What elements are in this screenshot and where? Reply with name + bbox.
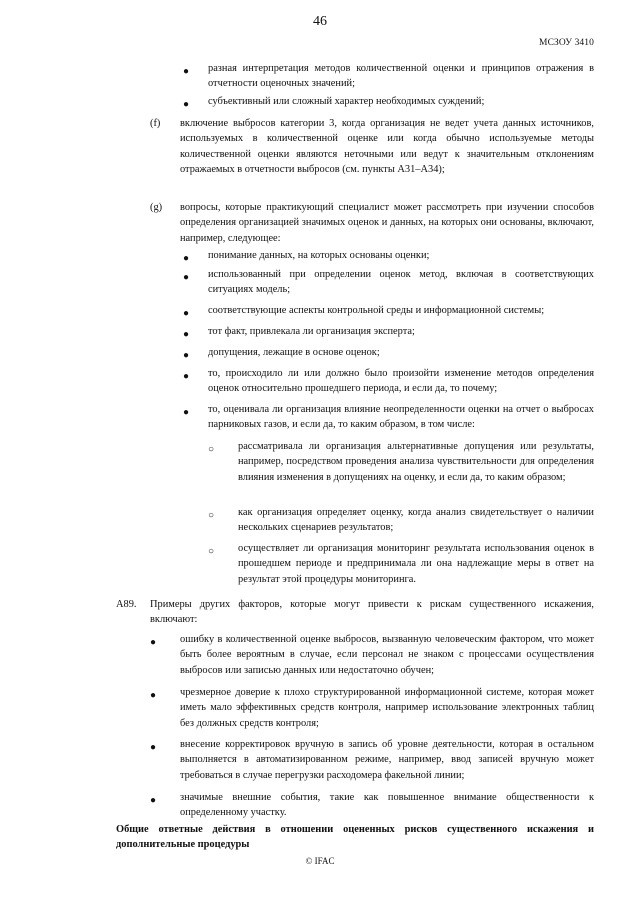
list-item: осуществляет ли организация мониторинг результата использования оценок в прошедшем периоде и предпринимала ли она надлежащие меры в ответ на результат этой процедуры мониторинга. bbox=[238, 543, 594, 585]
list-item: рассматривала ли организация альтернативные допущения или результаты, например, посредством проведения анализа чувствительности для определения влияния изменения в допущениях на оценку, и если да, то каким образом; bbox=[238, 441, 594, 483]
bullet-icon: ● bbox=[183, 329, 190, 340]
list-item: то, оценивала ли организация влияние неопределенности оценки на отчет о выбросах парниковых газов, и если да, то каким образом, в том числе: bbox=[208, 404, 594, 431]
sub-bullet-icon: ○ bbox=[208, 444, 215, 455]
bullet-icon: ● bbox=[183, 99, 190, 110]
list-item: ошибку в количественной оценке выбросов, вызванную человеческим фактором, что может быть более вероятным в случае, если персонал не знаком с процессами осуществления выбросов или записью данных или недостаточно обучен; bbox=[180, 634, 594, 676]
item-label: (f) bbox=[150, 118, 161, 129]
bullet-icon: ● bbox=[183, 253, 190, 264]
bullet-icon: ● bbox=[150, 742, 157, 753]
list-item: разная интерпретация методов количественной оценки и принципов отражения в отчетности оценочных значений; bbox=[208, 63, 594, 90]
list-item: соответствующие аспекты контрольной среды и информационной системы; bbox=[208, 305, 545, 316]
paragraph-number: A89. bbox=[116, 599, 137, 610]
bullet-icon: ● bbox=[183, 66, 190, 77]
paragraph: включение выбросов категории 3, когда организация не ведет учета данных источников, используемых в количественной оценке или когда обычно используемые методы количественной оценки являются неточными или ведут к значительным отклонениям отражаемых в отчетности выбросов (см. пункты A31–A34); bbox=[180, 118, 594, 175]
list-item: понимание данных, на которых основаны оценки; bbox=[208, 250, 430, 261]
item-label: (g) bbox=[150, 202, 163, 213]
list-item: субъективный или сложный характер необходимых суждений; bbox=[208, 96, 485, 107]
list-item: внесение корректировок вручную в запись об уровне деятельности, которая в остальном выполняется в автоматизированном режиме, например, ввод записей вручную может требоваться в случае перегрузки расходомера факельной линии; bbox=[180, 739, 594, 781]
list-item: значимые внешние события, такие как повышенное внимание общественности к определенному участку. bbox=[180, 792, 594, 819]
bullet-icon: ● bbox=[150, 795, 157, 806]
list-item: тот факт, привлекала ли организация эксперта; bbox=[208, 326, 415, 337]
bullet-icon: ● bbox=[183, 371, 190, 382]
bullet-icon: ● bbox=[150, 637, 157, 648]
bullet-icon: ● bbox=[150, 690, 157, 701]
bullet-icon: ● bbox=[183, 350, 190, 361]
section-heading: Общие ответные действия в отношении оцененных рисков существенного искажения и дополнительные процедуры bbox=[116, 824, 594, 851]
sub-bullet-icon: ○ bbox=[208, 546, 215, 557]
sub-bullet-icon: ○ bbox=[208, 510, 215, 521]
list-item: то, происходило ли или должно было произойти изменение методов определения оценок относительно прошедшего периода, и если да, то почему; bbox=[208, 368, 594, 395]
bullet-icon: ● bbox=[183, 308, 190, 319]
paragraph: Примеры других факторов, которые могут привести к рискам существенного искажения, включают: bbox=[150, 599, 594, 626]
list-item: чрезмерное доверие к плохо структурированной информационной системе, которая может иметь мало эффективных средств контроля, например использование электронных таблиц без должных средств контроля; bbox=[180, 687, 594, 729]
paragraph: вопросы, которые практикующий специалист может рассмотреть при изучении способов определения организацией значимых оценок и данных, на которых они основаны, включают, например, следующее: bbox=[180, 202, 594, 244]
list-item: использованный при определении оценок метод, включая в соответствующих ситуациях модель; bbox=[208, 269, 594, 296]
document-code: МСЗОУ 3410 bbox=[539, 38, 594, 48]
page-number: 46 bbox=[313, 14, 327, 29]
bullet-icon: ● bbox=[183, 272, 190, 283]
bullet-icon: ● bbox=[183, 407, 190, 418]
footer-copyright: © IFAC bbox=[305, 856, 335, 866]
list-item: допущения, лежащие в основе оценок; bbox=[208, 347, 380, 358]
list-item: как организация определяет оценку, когда анализ свидетельствует о наличии нескольких сценариев результатов; bbox=[238, 507, 594, 534]
